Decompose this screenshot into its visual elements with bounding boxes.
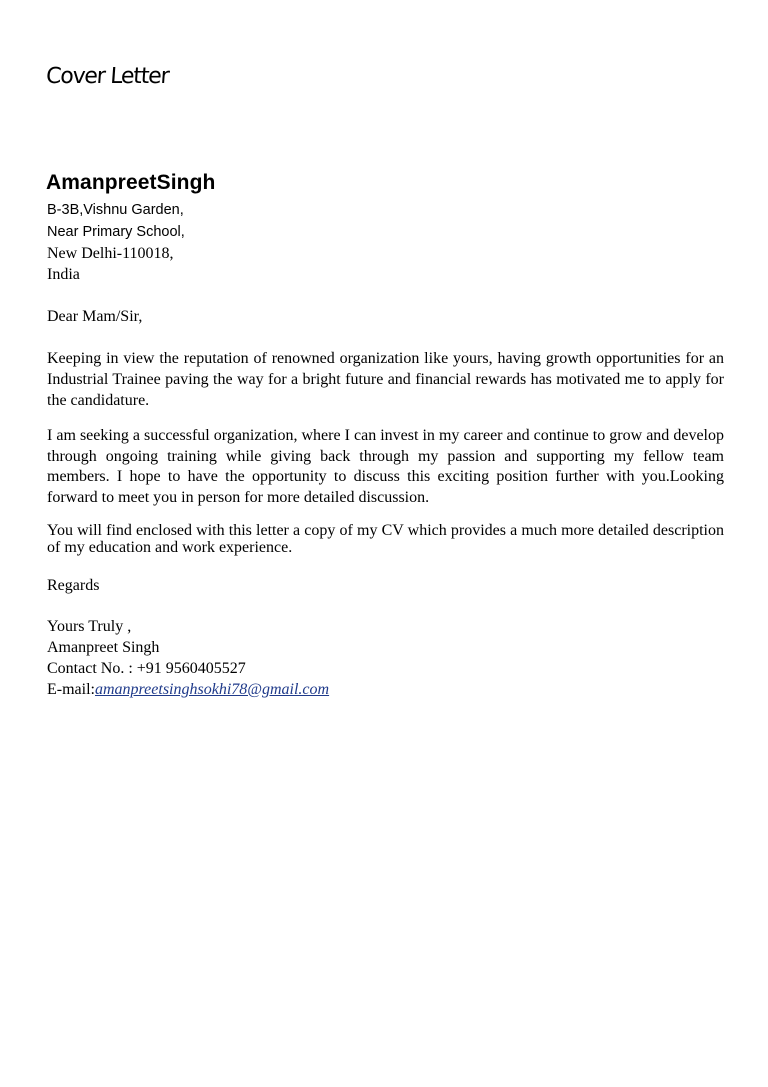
address-line-3: New Delhi-110018, bbox=[47, 245, 174, 262]
sender-name: AmanpreetSingh bbox=[46, 171, 216, 194]
closing: Yours Truly , bbox=[47, 618, 132, 635]
document-title: Cover Letter bbox=[45, 64, 170, 89]
address-line-2: Near Primary School, bbox=[47, 224, 185, 240]
email-line bbox=[47, 681, 329, 699]
signature-name: Amanpreet Singh bbox=[47, 639, 160, 656]
salutation: Dear Mam/Sir, bbox=[47, 308, 143, 325]
paragraph-3: You will find enclosed with this letter a copy of my CV which provides a much more detailed description of my education and work experience. bbox=[47, 522, 724, 556]
paragraph-1: Keeping in view the reputation of renowned organization like yours, having growth opportunities for an Industrial Trainee paving the way for a bright future and financial rewards has motivated me to apply for the candidature. bbox=[47, 350, 724, 409]
email-label: E-mail: bbox=[47, 681, 95, 698]
address-line-1: B-3B,Vishnu Garden, bbox=[47, 202, 184, 218]
address-line-4: India bbox=[47, 266, 80, 283]
email-link[interactable]: amanpreetsinghsokhi78@gmail.com bbox=[94, 681, 330, 698]
regards: Regards bbox=[47, 577, 100, 594]
paragraph-2: I am seeking a successful organization, where I can invest in my career and continue to grow and develop through ongoing training while giving back through my passion and supporting my fellow team members. I hope to have the opportunity to discuss this exciting position further with you.Looking forward to meet you in person for more detailed discussion. bbox=[47, 427, 724, 506]
contact-number: Contact No. : +91 9560405527 bbox=[47, 660, 246, 677]
